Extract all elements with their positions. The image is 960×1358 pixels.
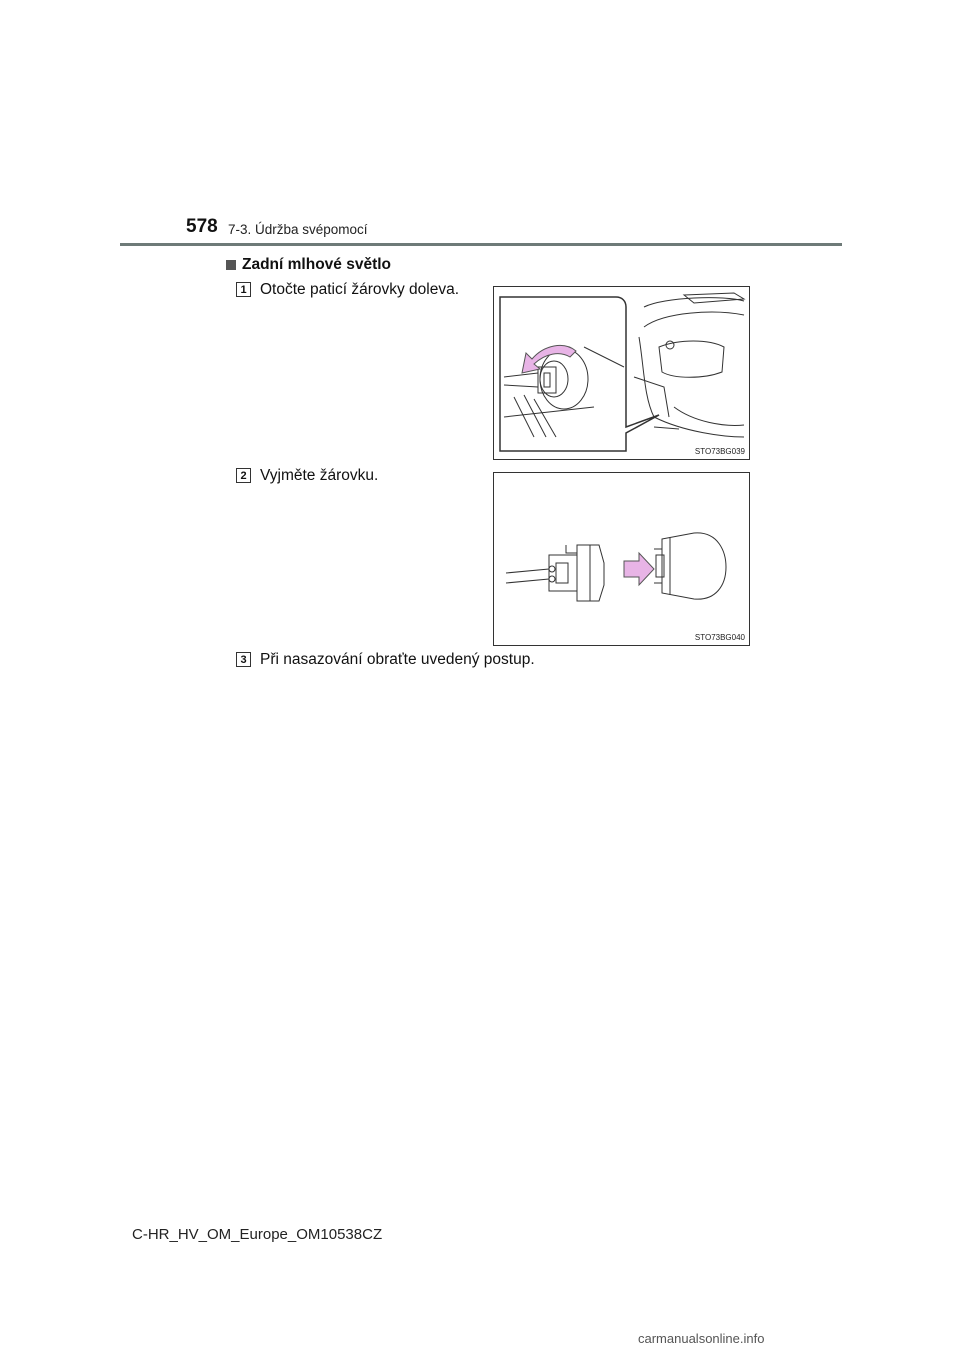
step-badge-3: 3 xyxy=(236,652,251,667)
subheading-text: Zadní mlhové světlo xyxy=(242,256,392,273)
bulb-removal-illustration xyxy=(494,473,749,645)
footer: C-HR_HV_OM_Europe_OM10538CZ xyxy=(132,1226,383,1243)
subheading xyxy=(226,256,391,274)
page-number: 578 xyxy=(186,216,218,237)
inset-frame xyxy=(500,297,659,451)
figure-1 xyxy=(493,286,750,460)
square-bullet-icon xyxy=(226,260,236,270)
figure-code-2: STO73BG040 xyxy=(694,633,745,642)
step-text-3: Při nasazování obraťte uvedený postup. xyxy=(260,651,535,668)
fog-light-socket-illustration xyxy=(494,287,749,459)
pull-arrow xyxy=(624,553,654,585)
header-rule xyxy=(120,243,842,246)
step-text-2: Vyjměte žárovku. xyxy=(260,467,379,484)
watermark: carmanualsonline.info xyxy=(638,1331,765,1346)
figure-2 xyxy=(493,472,750,646)
figure-code-1: STO73BG039 xyxy=(694,447,745,456)
step-badge-1: 1 xyxy=(236,282,251,297)
step-badge-2: 2 xyxy=(236,468,251,483)
step-text-1: Otočte paticí žárovky doleva. xyxy=(260,281,460,298)
section-title: 7-3. Údržba svépomocí xyxy=(228,222,368,237)
